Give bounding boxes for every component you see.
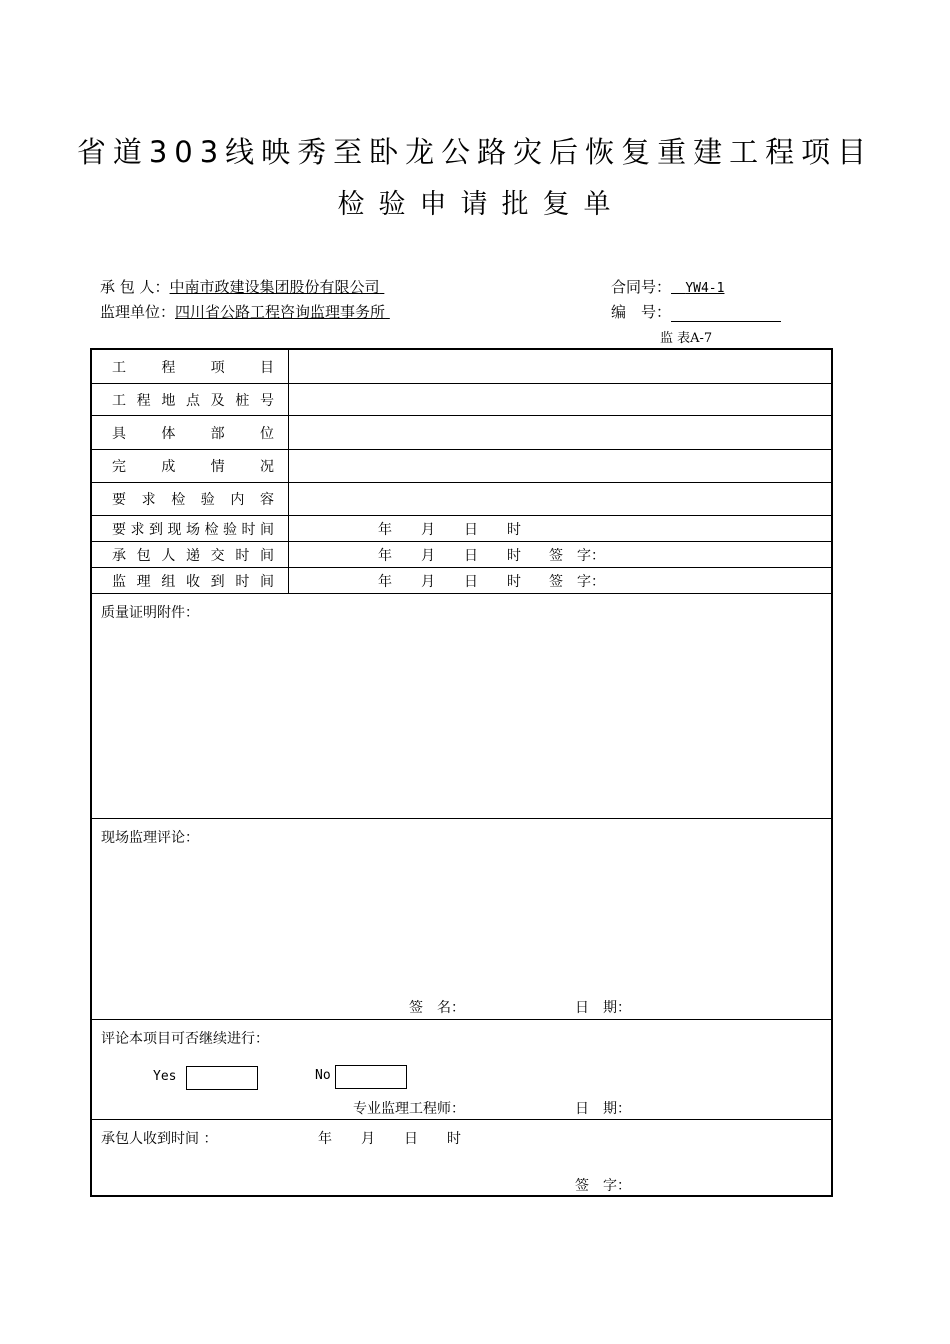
attachments-label: 质量证明附件：: [101, 605, 199, 621]
hour-label: 时: [507, 547, 521, 564]
row-request-time: [92, 516, 831, 542]
row-label: 承包人递交时间: [112, 547, 274, 564]
document-subtitle: 检验申请批复单: [337, 189, 625, 220]
decision-date-label: 日 期：: [575, 1101, 631, 1117]
contractor-line: [100, 276, 384, 297]
comment-sign-label: 签 名：: [409, 1000, 465, 1016]
row-label: 工程项目: [112, 359, 274, 376]
row-label: 监理组收到时间: [112, 573, 274, 590]
row-label: 工程地点及桩号: [112, 392, 274, 409]
row-completion: [92, 450, 831, 483]
hour-label: 时: [507, 521, 521, 538]
day-label: 日: [464, 521, 478, 538]
row-submit-time: [92, 542, 831, 568]
receipt-year-label: 年: [318, 1131, 332, 1147]
day-label: 日: [464, 573, 478, 590]
row-label: 要求到现场检验时间: [112, 521, 274, 538]
contract-no-value: YW4-1: [685, 281, 725, 296]
contractor-value: 中南市政建设集团股份有限公司: [169, 278, 380, 296]
row-part: [92, 416, 831, 450]
yes-label: Yes: [153, 1069, 177, 1084]
day-label: 日: [464, 547, 478, 564]
sign-label: 签 字：: [549, 573, 605, 590]
receipt-label: 承包人收到时间 ：: [101, 1131, 218, 1147]
row-location: [92, 384, 831, 416]
inspection-form: [90, 348, 833, 1197]
hour-label: 时: [507, 573, 521, 590]
comment-section[interactable]: [92, 819, 831, 1020]
comment-date-label: 日 期：: [575, 1000, 631, 1016]
no-checkbox[interactable]: [335, 1065, 407, 1089]
year-label: 年: [378, 521, 392, 538]
month-label: 月: [421, 521, 435, 538]
serial-no-label: 编 号：: [611, 303, 672, 321]
year-label: 年: [378, 573, 392, 590]
sign-label: 签 字：: [549, 547, 605, 564]
receipt-sign-label: 签 字：: [575, 1178, 631, 1194]
row-label: 完成情况: [112, 459, 274, 475]
row-label: 要求检验内容: [112, 492, 274, 508]
contract-no-line: [611, 276, 724, 297]
receipt-day-label: 日: [404, 1131, 418, 1147]
receipt-hour-label: 时: [447, 1131, 461, 1147]
row-inspection-content: [92, 483, 831, 516]
receipt-month-label: 月: [361, 1131, 375, 1147]
document-title: 省道303线映秀至卧龙公路灾后恢复重建工程项目: [76, 135, 874, 169]
attachments-section[interactable]: [92, 594, 831, 819]
yes-checkbox[interactable]: [186, 1066, 258, 1090]
year-label: 年: [378, 547, 392, 564]
no-label: No: [315, 1068, 331, 1083]
row-label: 具体部位: [112, 425, 274, 442]
supervisor-line: [100, 301, 390, 322]
row-project: [92, 350, 831, 384]
contractor-label: 承 包 人：: [100, 278, 170, 296]
supervisor-value: 四川省公路工程咨询监理事务所: [175, 303, 386, 321]
serial-no-value[interactable]: [671, 305, 781, 322]
month-label: 月: [421, 573, 435, 590]
engineer-label: 专业监理工程师：: [353, 1101, 465, 1117]
contract-no-label: 合同号：: [611, 278, 672, 296]
month-label: 月: [421, 547, 435, 564]
serial-no-line: [611, 301, 781, 322]
decision-section: [92, 1020, 831, 1120]
supervisor-label: 监理单位：: [100, 303, 176, 321]
form-code: 监 表A-7: [660, 331, 713, 346]
comment-label: 现场监理评论：: [101, 830, 199, 846]
row-receive-time: [92, 568, 831, 594]
decision-label: 评论本项目可否继续进行：: [101, 1031, 269, 1047]
receipt-section: [92, 1120, 831, 1195]
